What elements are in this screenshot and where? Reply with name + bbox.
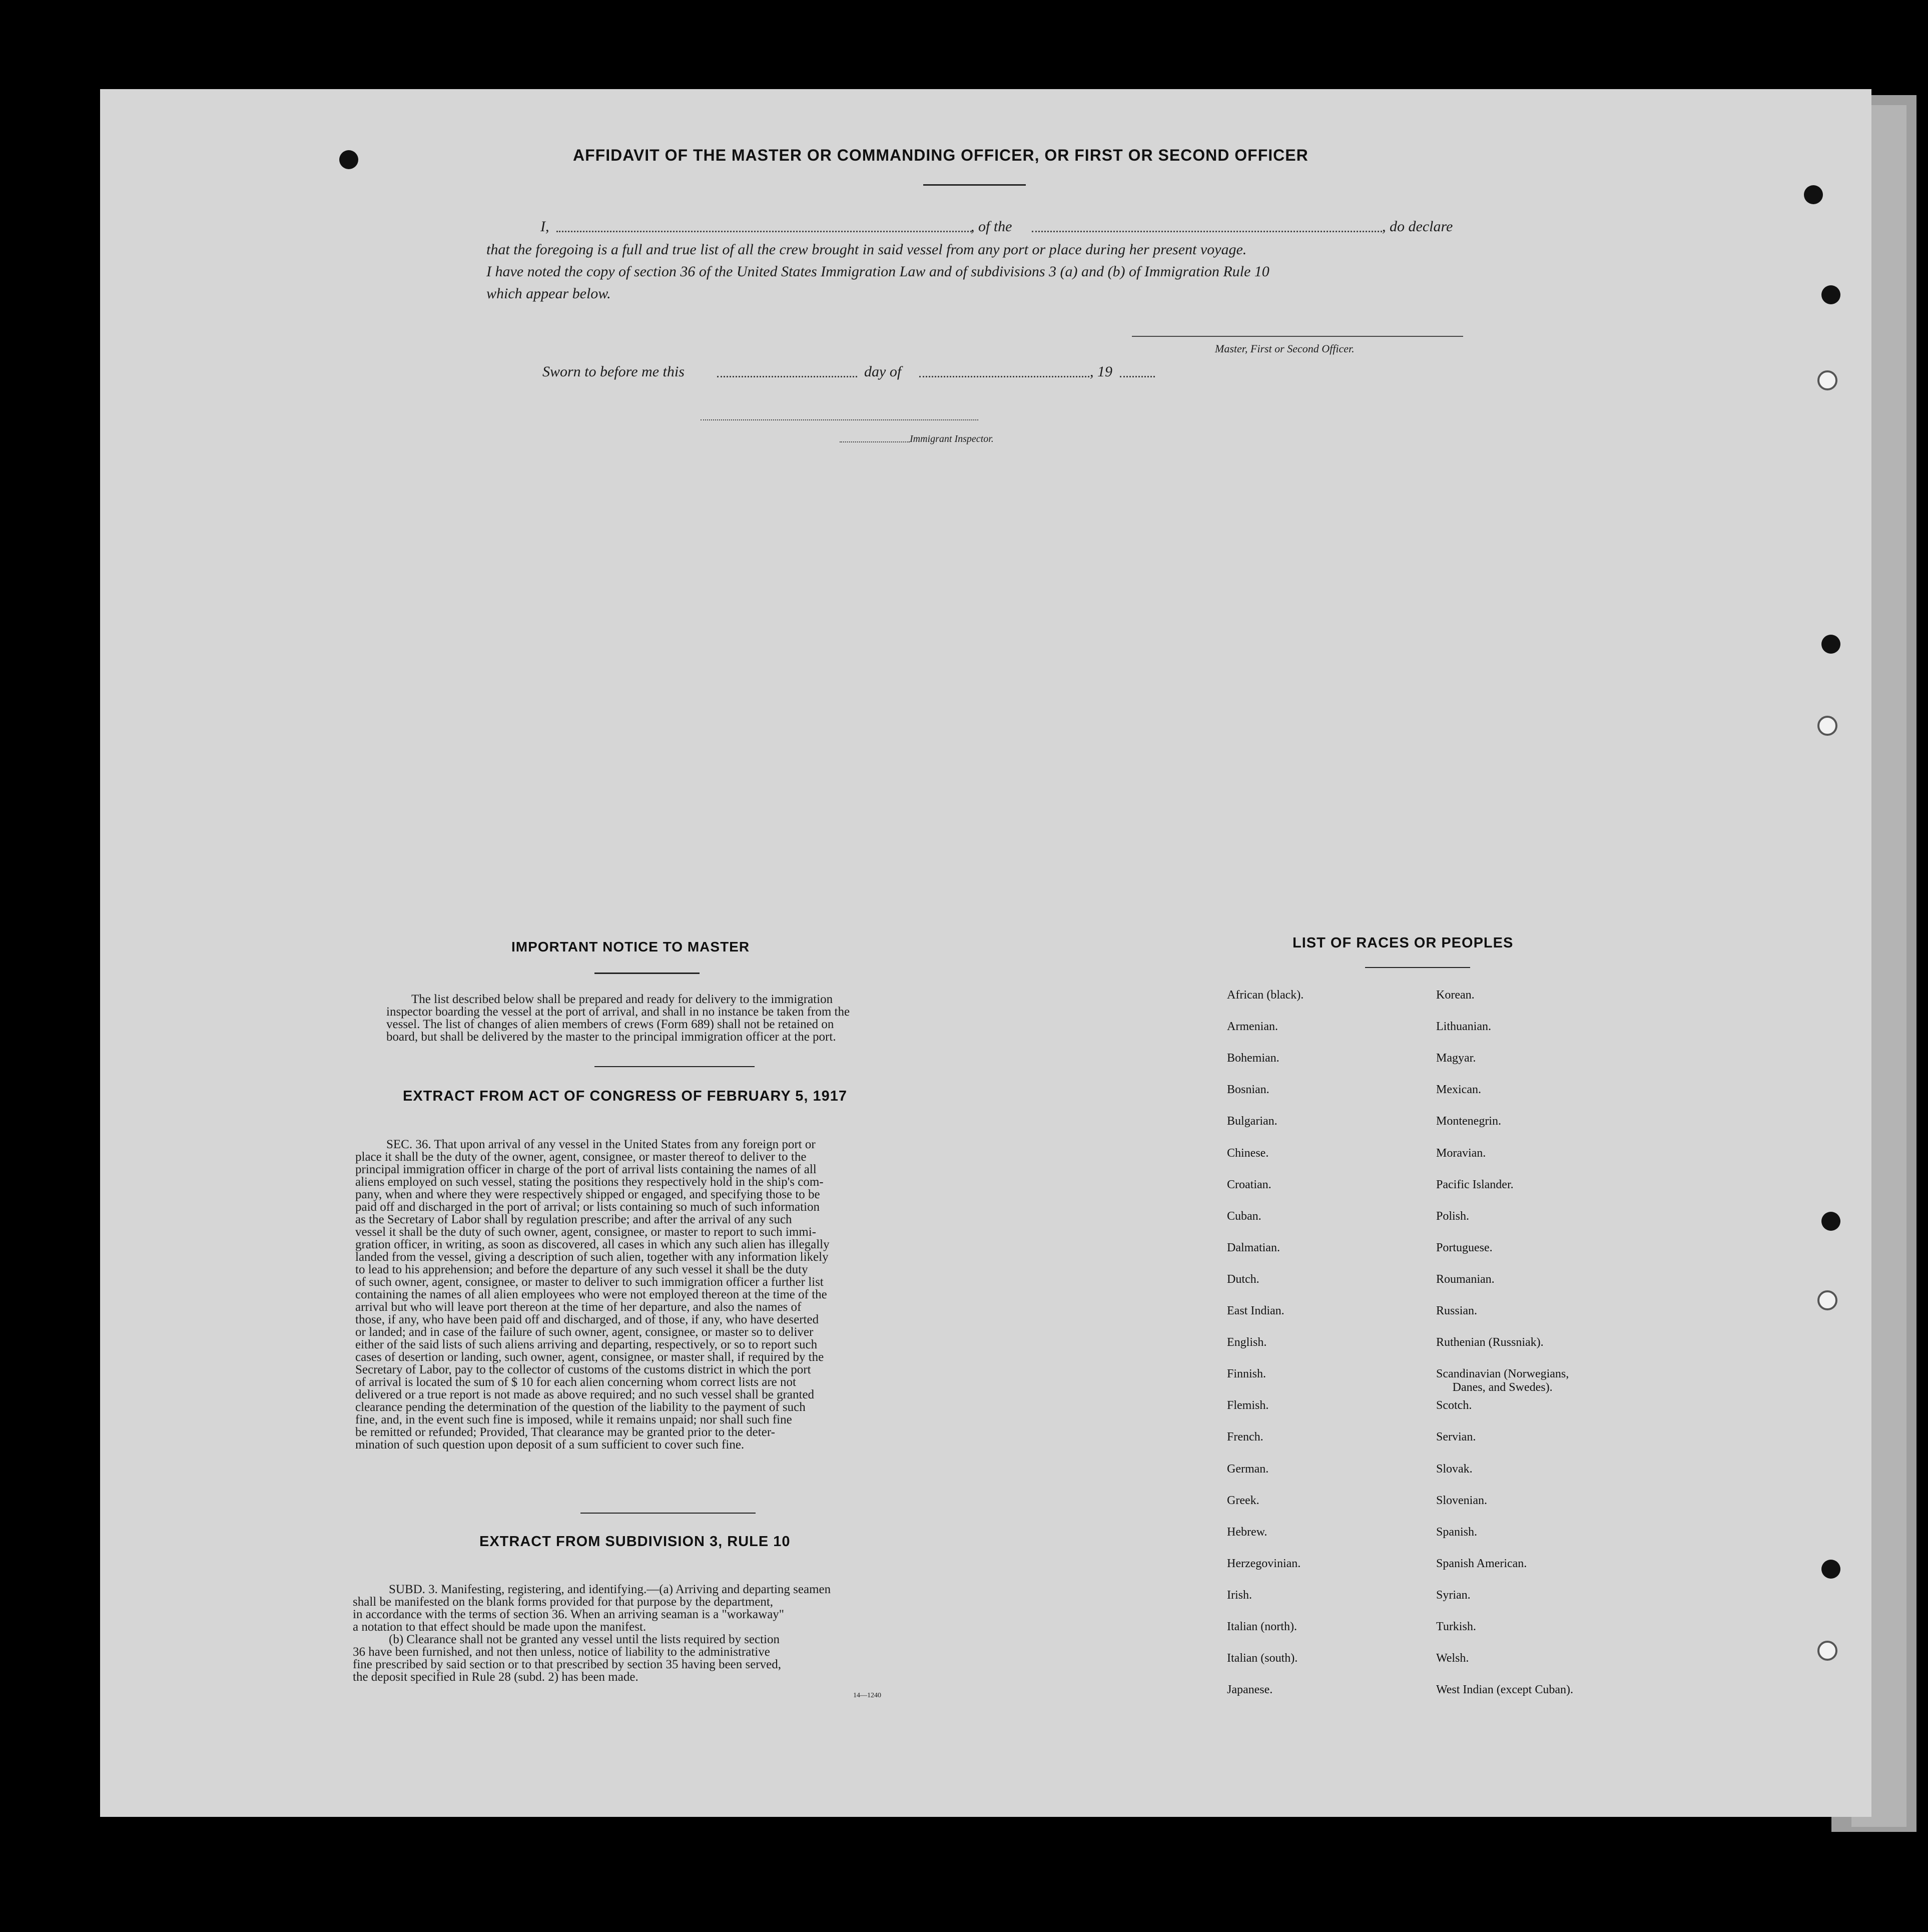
race-item: Finnish. xyxy=(1227,1367,1266,1380)
act-line: landed from the vessel, giving a description of such alien, together with any information likely xyxy=(355,1250,829,1264)
races-underline xyxy=(1365,967,1470,968)
race-item: Roumanian. xyxy=(1436,1273,1495,1286)
race-item: English. xyxy=(1227,1336,1267,1349)
race-item: Mexican. xyxy=(1436,1083,1481,1096)
race-item: Korean. xyxy=(1436,989,1475,1002)
notice-line: vessel. The list of changes of alien members of crews (Form 689) shall not be retained on xyxy=(386,1018,834,1031)
title-underline xyxy=(923,184,1026,186)
race-item: Slovenian. xyxy=(1436,1494,1487,1507)
race-item: West Indian (except Cuban). xyxy=(1436,1683,1573,1696)
act-line: containing the names of all alien employees who were not employed thereon at the time of the xyxy=(355,1288,827,1301)
race-item: Russian. xyxy=(1436,1304,1478,1317)
race-item: East Indian. xyxy=(1227,1304,1284,1317)
race-item: Scotch. xyxy=(1436,1399,1472,1412)
race-item: Moravian. xyxy=(1436,1147,1486,1160)
act-line: clearance pending the determination of the question of the liability to the payment of such xyxy=(355,1400,806,1414)
year-field[interactable] xyxy=(1120,376,1155,377)
inspector-signature-field[interactable] xyxy=(701,419,978,420)
divider xyxy=(580,1513,756,1514)
act-line: gration officer, in writing, as soon as discovered, all cases in which any such alien has illegally xyxy=(355,1238,830,1251)
act-line: those, if any, who have been paid off and discharged, and of those, if any, who have deserted xyxy=(355,1313,819,1326)
binder-hole-icon xyxy=(1821,1212,1840,1231)
race-item: Bohemian. xyxy=(1227,1052,1279,1065)
binder-hole-icon xyxy=(1821,1560,1840,1579)
binder-hole-icon xyxy=(1817,1641,1837,1661)
race-item: Herzegovinian. xyxy=(1227,1557,1301,1570)
affidavit-title: AFFIDAVIT OF THE MASTER OR COMMANDING OFFICER, OR FIRST OR SECOND OFFICER xyxy=(573,146,1309,164)
act-line: Secretary of Labor, pay to the collector of customs of the customs district in which the port xyxy=(355,1363,811,1376)
act-line: mination of such question upon deposit of a sum sufficient to cover such fine. xyxy=(355,1438,745,1452)
document-page xyxy=(100,89,1871,1817)
race-item: German. xyxy=(1227,1463,1269,1476)
name-field[interactable] xyxy=(556,231,972,232)
race-item: Scandinavian (Norwegians, Danes, and Swedes). xyxy=(1436,1367,1569,1394)
race-item: Irish. xyxy=(1227,1589,1252,1602)
sworn-day-field[interactable] xyxy=(717,376,857,377)
notice-text xyxy=(386,993,1046,1043)
race-item: Dalmatian. xyxy=(1227,1241,1280,1254)
race-item: Italian (south). xyxy=(1227,1652,1298,1665)
race-item: Turkish. xyxy=(1436,1620,1476,1633)
notice-line: inspector boarding the vessel at the port of arrival, and shall in no instance be taken from the xyxy=(386,1005,850,1019)
race-item: Portuguese. xyxy=(1436,1241,1493,1254)
sworn-month-field[interactable] xyxy=(919,376,1089,377)
race-item: Ruthenian (Russniak). xyxy=(1436,1336,1544,1349)
race-item: Servian. xyxy=(1436,1430,1476,1443)
act-line: delivered or a true report is not made as above required; and no such vessel shall be granted xyxy=(355,1388,815,1401)
notice-line: The list described below shall be prepared and ready for delivery to the immigration xyxy=(411,993,833,1006)
rule-line: 36 have been furnished, and not then unless, notice of liability to the administrative xyxy=(353,1645,770,1659)
race-item: Montenegrin. xyxy=(1436,1115,1501,1128)
race-item: Polish. xyxy=(1436,1210,1470,1223)
affidavit-line-2: that the foregoing is a full and true list of all the crew brought in said vessel from any port or place during her present voyage. xyxy=(486,241,1247,258)
race-item: Croatian. xyxy=(1227,1178,1271,1191)
affidavit-i: I, xyxy=(540,218,549,235)
act-title: EXTRACT FROM ACT OF CONGRESS OF FEBRUARY 5, 1917 xyxy=(403,1088,848,1104)
act-line: as the Secretary of Labor shall by regulation prescribe; and after the arrival of any such xyxy=(355,1213,792,1226)
race-item: French. xyxy=(1227,1430,1263,1443)
race-item: Japanese. xyxy=(1227,1683,1273,1696)
year-label: , 19 xyxy=(1090,363,1112,380)
rule-line: SUBD. 3. Manifesting, registering, and identifying.—(a) Arriving and departing seamen xyxy=(389,1583,831,1596)
race-item: Flemish. xyxy=(1227,1399,1269,1412)
race-item: Bulgarian. xyxy=(1227,1115,1277,1128)
race-item: African (black). xyxy=(1227,989,1304,1002)
act-line: either of the said lists of such aliens arriving and departing, respectively, or so to report such xyxy=(355,1338,818,1351)
race-item: Welsh. xyxy=(1436,1652,1469,1665)
act-line: place it shall be the duty of the owner, agent, consignee, or master thereof to deliver to the xyxy=(355,1150,807,1164)
act-line: fine, and, in the event such fine is imposed, while it remains unpaid; nor shall such fine xyxy=(355,1413,792,1426)
race-item: Greek. xyxy=(1227,1494,1259,1507)
race-item: Lithuanian. xyxy=(1436,1020,1491,1033)
day-of-label: day of xyxy=(864,363,902,380)
race-item: Chinese. xyxy=(1227,1147,1269,1160)
race-item: Syrian. xyxy=(1436,1589,1471,1602)
race-item: Spanish American. xyxy=(1436,1557,1527,1570)
race-item: Armenian. xyxy=(1227,1020,1278,1033)
rule-line: shall be manifested on the blank forms provided for that purpose by the department, xyxy=(353,1595,774,1609)
form-number: 14—1240 xyxy=(853,1692,881,1699)
notice-title: IMPORTANT NOTICE TO MASTER xyxy=(511,939,750,954)
rule-line: the deposit specified in Rule 28 (subd. 2) has been made. xyxy=(353,1670,638,1684)
race-item: Slovak. xyxy=(1436,1463,1473,1476)
races-title: LIST OF RACES OR PEOPLES xyxy=(1293,935,1514,951)
race-item: Italian (north). xyxy=(1227,1620,1297,1633)
race-item: Bosnian. xyxy=(1227,1083,1269,1096)
master-signature-label: Master, First or Second Officer. xyxy=(1215,342,1355,355)
act-text xyxy=(355,1138,1046,1451)
act-line: or landed; and in case of the failure of such owner, agent, consignee, or master so to deliver xyxy=(355,1325,814,1339)
binder-hole-icon xyxy=(1817,370,1837,390)
vessel-field[interactable] xyxy=(1032,231,1382,232)
race-item: Dutch. xyxy=(1227,1273,1259,1286)
act-line: paid off and discharged in the port of arrival; or lists containing so much of such information xyxy=(355,1200,820,1214)
rule-title: EXTRACT FROM SUBDIVISION 3, RULE 10 xyxy=(479,1534,791,1550)
act-line: arrival but who will leave port thereon at the time of her departure, and also the names of xyxy=(355,1300,802,1314)
affidavit-declare: , do declare xyxy=(1382,218,1453,235)
inspector-dotted-lead xyxy=(840,441,910,442)
binder-hole-icon xyxy=(1804,185,1823,204)
act-line: principal immigration officer in charge of the port of arrival lists containing the names of all xyxy=(355,1163,817,1176)
affidavit-line-4: which appear below. xyxy=(486,285,611,302)
act-line: SEC. 36. That upon arrival of any vessel in the United States from any foreign port or xyxy=(386,1138,816,1151)
notice-line: board, but shall be delivered by the master to the principal immigration officer at the port. xyxy=(386,1030,836,1044)
rule-line: a notation to that effect should be made upon the manifest. xyxy=(353,1620,647,1634)
affidavit-of-the: , of the xyxy=(971,218,1012,235)
race-item: Pacific Islander. xyxy=(1436,1178,1514,1191)
act-line: aliens employed on such vessel, stating the positions they respectively hold in the ship's com- xyxy=(355,1175,824,1189)
act-line: vessel it shall be the duty of such owner, agent, consignee, or master to report to such immi- xyxy=(355,1225,816,1239)
act-line: of arrival is located the sum of $ 10 for each alien concerning whom correct lists are not xyxy=(355,1375,796,1389)
act-line: cases of desertion or landing, such owner, agent, consignee, or master shall, if required by the xyxy=(355,1350,824,1364)
race-item: Magyar. xyxy=(1436,1052,1476,1065)
binder-hole-icon xyxy=(1821,285,1840,304)
rule-line: in accordance with the terms of section 36. When an arriving seaman is a "workaway" xyxy=(353,1608,785,1621)
race-item: Hebrew. xyxy=(1227,1526,1267,1539)
race-item: Spanish. xyxy=(1436,1526,1478,1539)
act-line: be remitted or refunded; Provided, That clearance may be granted prior to the deter- xyxy=(355,1425,775,1439)
act-line: pany, when and where they were respectively shipped or engaged, and specifying those to be xyxy=(355,1188,820,1201)
act-line: of such owner, agent, consignee, or master to deliver to such immigration officer a further list xyxy=(355,1275,824,1289)
master-signature-field[interactable] xyxy=(1132,336,1463,337)
act-line: to lead to his apprehension; and before the departure of any such vessel it shall be the duty xyxy=(355,1263,808,1276)
rule-text xyxy=(353,1583,1046,1683)
notice-underline xyxy=(594,973,700,974)
binder-hole-icon xyxy=(1817,716,1837,736)
race-item: Cuban. xyxy=(1227,1210,1261,1223)
binder-hole-icon xyxy=(339,150,358,169)
sworn-label: Sworn to before me this xyxy=(542,363,685,380)
rule-line: (b) Clearance shall not be granted any vessel until the lists required by section xyxy=(389,1633,780,1646)
affidavit-line-3: I have noted the copy of section 36 of the United States Immigration Law and of subdivisions 3 (a) and (b) of Immigration Rule 10 xyxy=(486,263,1269,280)
binder-hole-icon xyxy=(1817,1290,1837,1310)
binder-hole-icon xyxy=(1821,635,1840,654)
divider xyxy=(594,1066,755,1067)
inspector-label: Immigrant Inspector. xyxy=(910,433,994,444)
rule-line: fine prescribed by said section or to that prescribed by section 35 having been served, xyxy=(353,1658,781,1671)
